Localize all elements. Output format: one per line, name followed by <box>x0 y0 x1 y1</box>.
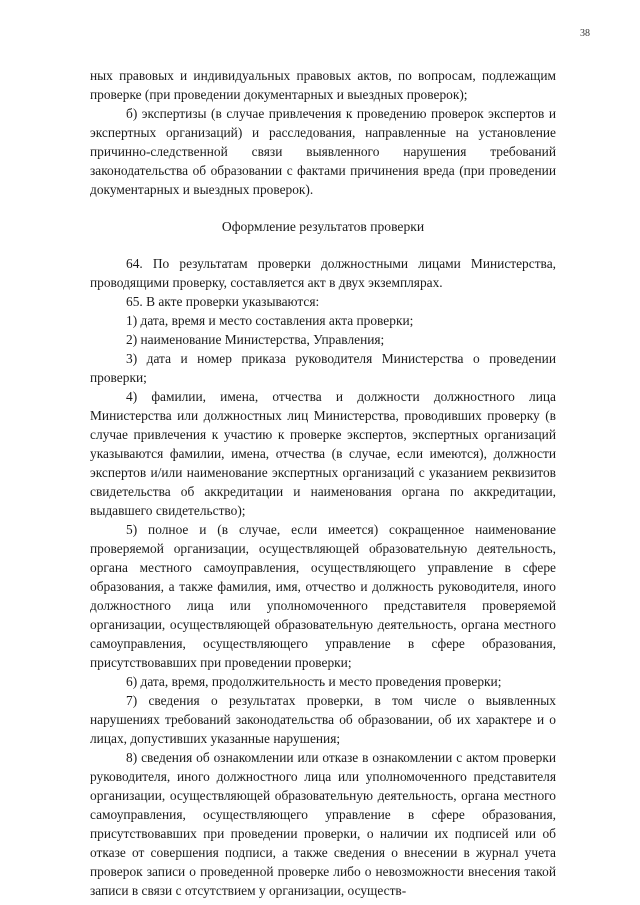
paragraph-65: 65. В акте проверки указываются: <box>126 294 320 309</box>
list-item-4: 4) фамилии, имена, отчества и должности должностного лица Министерства или должностных лиц Министерства, проводивших проверку (в случае привлечения к участию к проверке экспертов, экспертных организаций указываются фамилии, имена, отчества (в случае, если имеются), должности экспертов и/или наименование экспертных организаций с указанием реквизитов свидетельства об аккредитации и наименования органа по аккредитации, выдавшего свидетельство); <box>90 389 556 518</box>
list-item-1: 1) дата, время и место составления акта проверки; <box>126 313 414 328</box>
page-number: 38 <box>580 28 590 39</box>
document-body <box>90 66 556 900</box>
list-item-6: 6) дата, время, продолжительность и место проведения проверки; <box>126 674 502 689</box>
paragraph-b: б) экспертизы (в случае привлечения к проведению проверок экспертов и экспертных организаций) и расследования, направленные на установление причинно-следственной связи выявленного нарушения требований законодательства об образовании с фактами причинения вреда (при проведении документарных и выездных проверок). <box>90 106 556 197</box>
paragraph-64: 64. По результатам проверки должностными лицами Министерства, проводящими проверку, составляется акт в двух экземплярах. <box>90 256 556 290</box>
list-item-8: 8) сведения об ознакомлении или отказе в ознакомлении с актом проверки руководителя, иного должностного лица или уполномоченного представителя организации, осуществляющей образовательную деятельность, органа местного самоуправления, осуществляющего управление в сфере образования, присутствовавших при проведении проверки, о наличии их подписей или об отказе от совершения подписи, а также сведения о внесении в журнал учета проверок записи о проведенной проверке либо о невозможности внесения такой записи в связи с отсутствием у организации, осуществ- <box>90 750 556 898</box>
list-item-3: 3) дата и номер приказа руководителя Министерства о проведении проверки; <box>90 351 556 385</box>
list-item-2: 2) наименование Министерства, Управления; <box>126 332 385 347</box>
list-item-5: 5) полное и (в случае, если имеется) сокращенное наименование проверяемой организации, осуществляющей образовательную деятельность, органа местного самоуправления, осуществляющего управление в сфере образования, а также фамилия, имя, отчество и должность руководителя, иного должностного лица или уполномоченного представителя проверяемой организации, осуществляющей образовательную деятельность, органа местного самоуправления, осуществляющего управление в сфере образования, присутствовавших при проведении проверки; <box>90 522 556 670</box>
section-heading: Оформление результатов проверки <box>221 219 425 234</box>
paragraph-continued: ных правовых и индивидуальных правовых актов, по вопросам, подлежащим проверке (при проведении документарных и выездных проверок); <box>90 68 556 102</box>
list-item-7: 7) сведения о результатах проверки, в том числе о выявленных нарушениях требований законодательства об образовании, об их характере и о лицах, допустивших указанные нарушения; <box>90 693 556 746</box>
